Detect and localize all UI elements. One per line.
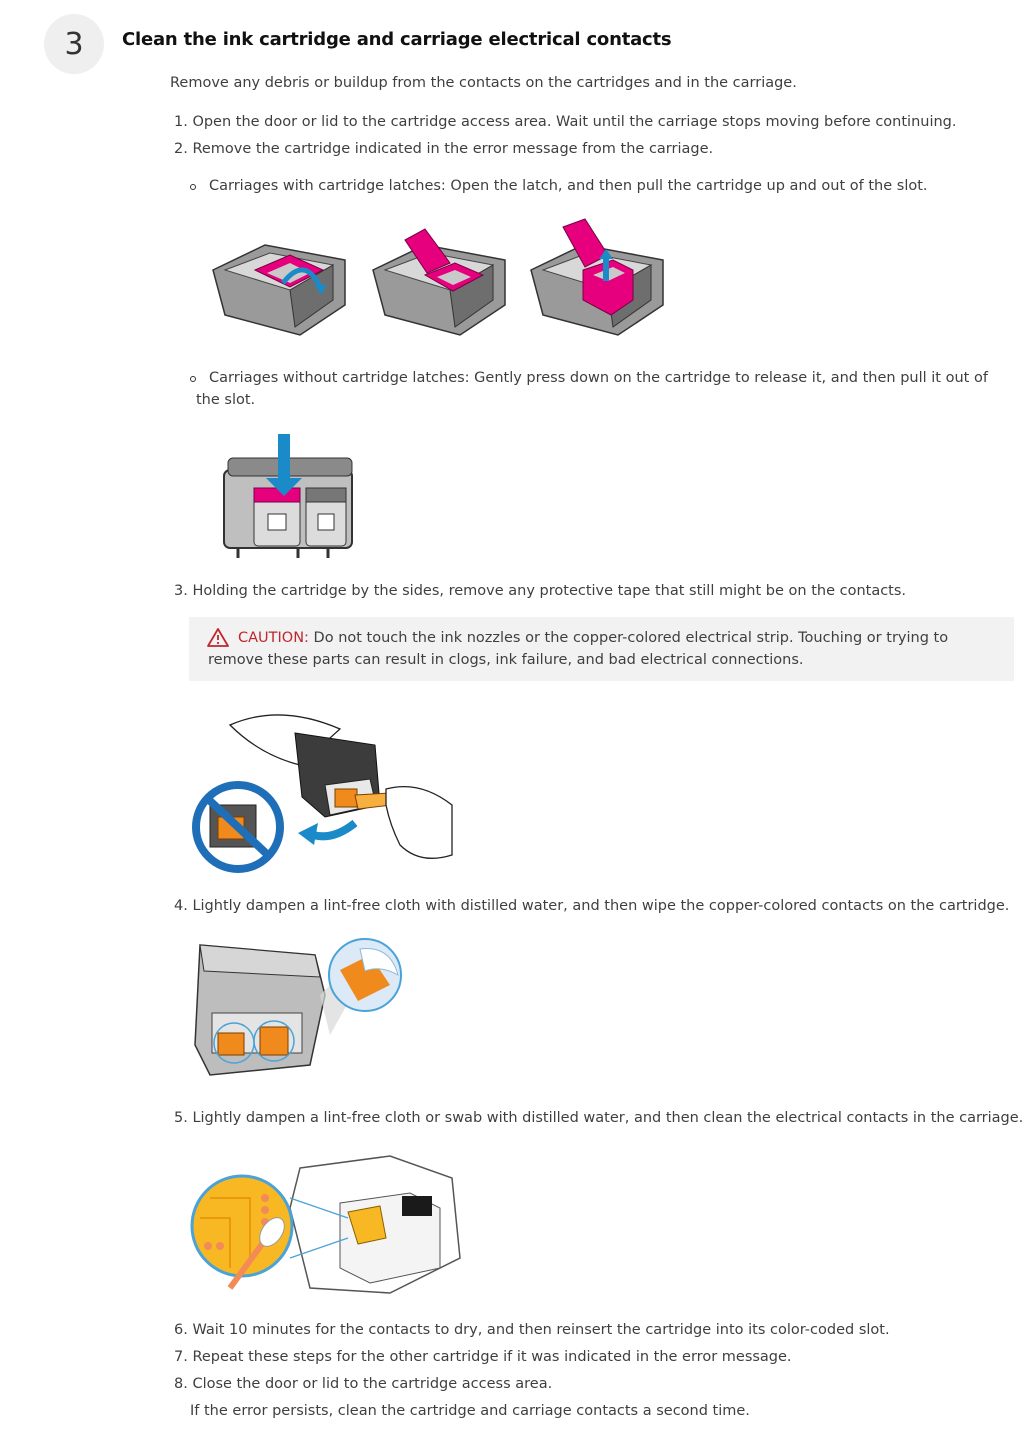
instruction-step-7: 7. Repeat these steps for the other cartridge if it was indicated in the error message. bbox=[174, 1349, 792, 1365]
step-intro: Remove any debris or buildup from the contacts on the cartridges and in the carriage. bbox=[170, 75, 797, 91]
instruction-step-6: 6. Wait 10 minutes for the contacts to dry, and then reinsert the cartridge into its color-coded slot. bbox=[174, 1322, 890, 1338]
bullet-with-latches: Carriages with cartridge latches: Open the latch, and then pull the cartridge up and out of the slot. bbox=[209, 178, 928, 194]
caution-text bbox=[208, 627, 998, 671]
instruction-step-4: 4. Lightly dampen a lint-free cloth with distilled water, and then wipe the copper-colored contacts on the cartridge. bbox=[174, 898, 1010, 914]
bullet-without-latches: Carriages without cartridge latches: Gently press down on the cartridge to release it, and then pull it out of the slot. bbox=[196, 370, 988, 408]
remove-tape-illustration bbox=[190, 705, 460, 875]
instruction-step-3: 3. Holding the cartridge by the sides, remove any protective tape that still might be on the contacts. bbox=[174, 583, 907, 599]
instruction-step-1: 1. Open the door or lid to the cartridge access area. Wait until the carriage stops moving before continuing. bbox=[174, 114, 957, 130]
step-title: Clean the ink cartridge and carriage electrical contacts bbox=[122, 29, 672, 50]
caution-message: Do not touch the ink nozzles or the copper-colored electrical strip. Touching or trying to remove these parts can result in clogs, ink failure, and bad electrical connections. bbox=[208, 630, 949, 668]
instruction-step-8: 8. Close the door or lid to the cartridge access area. bbox=[174, 1376, 553, 1392]
clean-carriage-contacts-illustration bbox=[190, 1148, 465, 1298]
step-number-badge: 3 bbox=[44, 14, 104, 74]
carriage-press-down-illustration bbox=[218, 430, 363, 560]
wipe-cartridge-contacts-illustration bbox=[190, 935, 405, 1085]
carriage-latch-illustration bbox=[205, 215, 670, 345]
caution-label: CAUTION: bbox=[238, 630, 309, 646]
instruction-step-5: 5. Lightly dampen a lint-free cloth or swab with distilled water, and then clean the electrical contacts in the carriage. bbox=[174, 1110, 1024, 1126]
instruction-step-2: 2. Remove the cartridge indicated in the error message from the carriage. bbox=[174, 141, 714, 157]
error-persists-note: If the error persists, clean the cartridge and carriage contacts a second time. bbox=[190, 1403, 750, 1419]
bullet-circle-icon bbox=[190, 184, 196, 190]
